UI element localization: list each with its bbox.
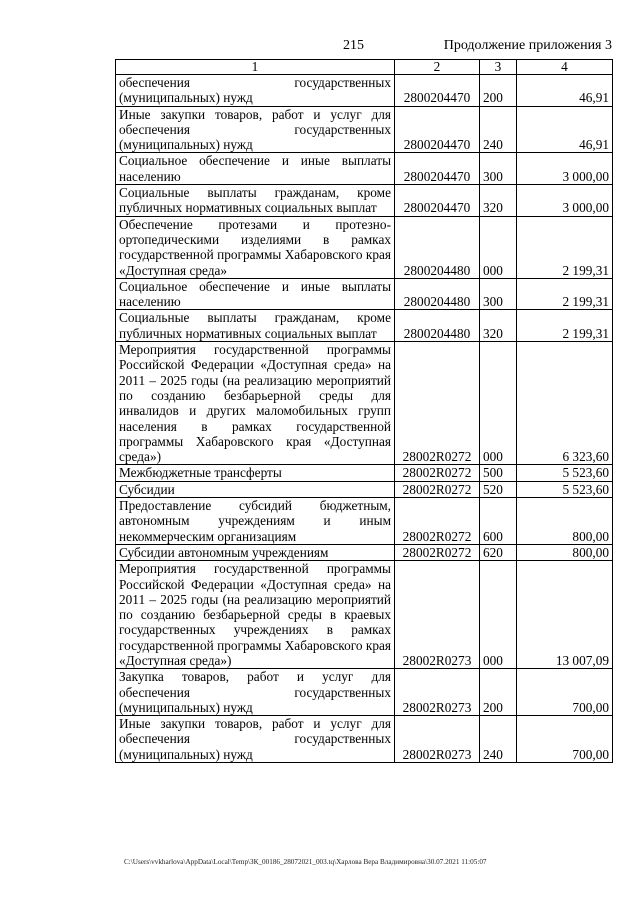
row-amount: 3 000,00 <box>517 185 613 217</box>
row-name: Закупка товаров, работ и услуг для обеспечения государственных (муниципальных) нужд <box>116 669 395 716</box>
table-row <box>116 716 613 763</box>
row-type: 300 <box>480 278 517 310</box>
row-amount: 800,00 <box>517 498 613 545</box>
row-name: Межбюджетные трансферты <box>116 465 395 481</box>
row-type: 000 <box>480 216 517 278</box>
row-code: 2800204470 <box>395 185 480 217</box>
row-amount: 2 199,31 <box>517 216 613 278</box>
table-row <box>116 498 613 545</box>
table-row <box>116 185 613 217</box>
row-type: 320 <box>480 310 517 342</box>
row-amount: 6 323,60 <box>517 342 613 465</box>
table-row <box>116 310 613 342</box>
row-type: 320 <box>480 185 517 217</box>
row-amount: 2 199,31 <box>517 278 613 310</box>
row-name: Субсидии автономным учреждениям <box>116 544 395 560</box>
row-type: 240 <box>480 106 517 153</box>
row-type: 200 <box>480 75 517 107</box>
column-number: 2 <box>395 60 480 75</box>
row-code: 28002R0273 <box>395 561 480 669</box>
table-row <box>116 75 613 107</box>
row-amount: 13 007,09 <box>517 561 613 669</box>
row-code: 28002R0272 <box>395 544 480 560</box>
column-number: 3 <box>480 60 517 75</box>
row-name: Социальное обеспечение и иные выплаты населению <box>116 278 395 310</box>
row-name: Социальные выплаты гражданам, кроме публичных нормативных социальных выплат <box>116 185 395 217</box>
row-amount: 46,91 <box>517 75 613 107</box>
row-code: 2800204470 <box>395 75 480 107</box>
file-path-footer: C:\Users\vvkharlova\AppData\Local\Temp\ЗК_00186_28072021_003.tq\Харлова Вера Владимировна\30.07.2021 11:05:07 <box>124 858 487 866</box>
table-row <box>116 216 613 278</box>
table-row <box>116 544 613 560</box>
row-type: 000 <box>480 342 517 465</box>
row-amount: 5 523,60 <box>517 481 613 497</box>
row-amount: 800,00 <box>517 544 613 560</box>
row-type: 520 <box>480 481 517 497</box>
row-code: 28002R0272 <box>395 342 480 465</box>
table-row <box>116 153 613 185</box>
table-row <box>116 106 613 153</box>
row-name: Мероприятия государственной программы Российской Федерации «Доступная среда» на 2011 – 2025 годы (на реализацию мероприятий по созданию безбарьерной среды для инвалидов и других маломобильных групп населения в рамках государственной программы Хабаровского края «Доступная среда») <box>116 342 395 465</box>
column-number: 1 <box>116 60 395 75</box>
row-amount: 46,91 <box>517 106 613 153</box>
column-number-row <box>116 60 613 75</box>
row-type: 300 <box>480 153 517 185</box>
page-number: 215 <box>343 38 364 53</box>
row-code: 28002R0273 <box>395 716 480 763</box>
row-type: 500 <box>480 465 517 481</box>
row-type: 600 <box>480 498 517 545</box>
table-row <box>116 561 613 669</box>
row-code: 28002R0272 <box>395 465 480 481</box>
row-type: 000 <box>480 561 517 669</box>
row-name: Субсидии <box>116 481 395 497</box>
row-code: 2800204480 <box>395 278 480 310</box>
column-number: 4 <box>517 60 613 75</box>
row-amount: 700,00 <box>517 716 613 763</box>
table-row <box>116 465 613 481</box>
table-row <box>116 481 613 497</box>
table-row <box>116 669 613 716</box>
row-name: обеспечения государственных (муниципальных) нужд <box>116 75 395 107</box>
row-name: Социальное обеспечение и иные выплаты населению <box>116 153 395 185</box>
row-name: Иные закупки товаров, работ и услуг для обеспечения государственных (муниципальных) нужд <box>116 716 395 763</box>
budget-table <box>115 59 613 763</box>
row-code: 28002R0272 <box>395 481 480 497</box>
row-name: Социальные выплаты гражданам, кроме публичных нормативных социальных выплат <box>116 310 395 342</box>
row-type: 620 <box>480 544 517 560</box>
table-row <box>116 278 613 310</box>
row-name: Предоставление субсидий бюджетным, автономным учреждениям и иным некоммерческим организациям <box>116 498 395 545</box>
row-type: 200 <box>480 669 517 716</box>
row-type: 240 <box>480 716 517 763</box>
row-code: 2800204480 <box>395 310 480 342</box>
row-name: Иные закупки товаров, работ и услуг для обеспечения государственных (муниципальных) нужд <box>116 106 395 153</box>
row-code: 2800204470 <box>395 106 480 153</box>
row-code: 2800204470 <box>395 153 480 185</box>
row-amount: 2 199,31 <box>517 310 613 342</box>
row-name: Мероприятия государственной программы Российской Федерации «Доступная среда» на 2011 – 2025 годы (на реализацию мероприятий по созданию безбарьерной среды в краевых государственных учреждениях в рамках государственной программы Хабаровского края «Доступная среда») <box>116 561 395 669</box>
row-name: Обеспечение протезами и протезно-ортопедическими изделиями в рамках государственной программы Хабаровского края «Доступная среда» <box>116 216 395 278</box>
row-amount: 700,00 <box>517 669 613 716</box>
row-code: 28002R0273 <box>395 669 480 716</box>
appendix-title: Продолжение приложения 3 <box>443 38 612 53</box>
table-row <box>116 342 613 465</box>
row-amount: 3 000,00 <box>517 153 613 185</box>
row-amount: 5 523,60 <box>517 465 613 481</box>
row-code: 2800204480 <box>395 216 480 278</box>
row-code: 28002R0272 <box>395 498 480 545</box>
